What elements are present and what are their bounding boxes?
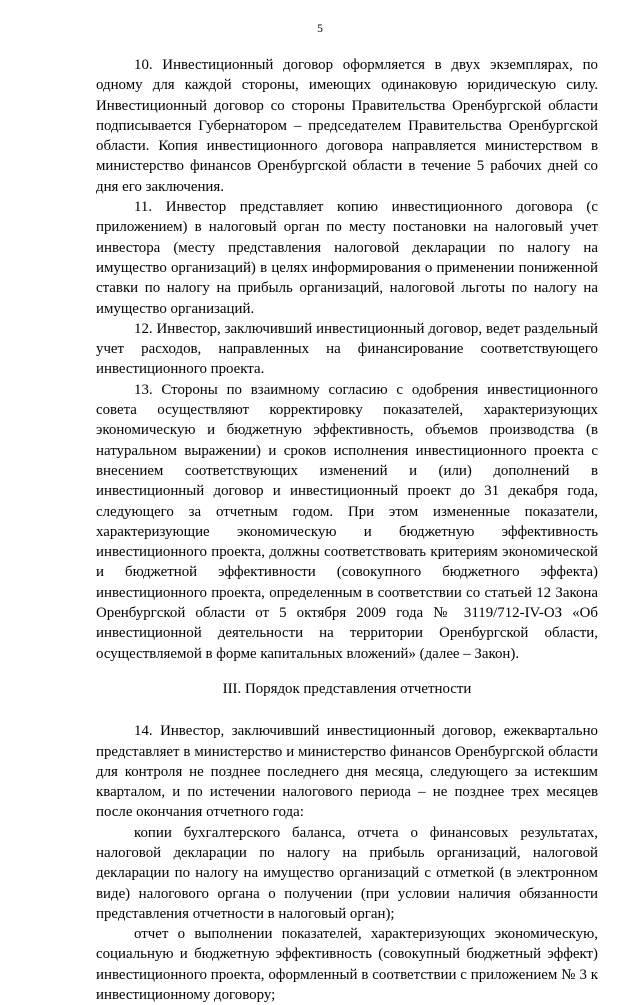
paragraph-11: 11. Инвестор представляет копию инвестиционного договора (с приложением) в налоговый орган по месту постановки на налоговый учет инвестора (месту представления налоговой декларации по налогу на имущество организаций) в целях информирования о применении пониженной ставки по налогу на прибыль организаций, налоговой льготы по налогу на имущество организаций. — [96, 199, 598, 317]
document-body — [96, 55, 598, 1005]
page-number: 5 — [317, 23, 323, 35]
paragraph-12: 12. Инвестор, заключивший инвестиционный договор, ведет раздельный учет расходов, направленных на финансирование соответствующего инвестиционного проекта. — [96, 320, 598, 378]
section-heading: III. Порядок представления отчетности — [222, 680, 472, 697]
list-item-accounting-copies: копии бухгалтерского баланса, отчета о финансовых результатах, налоговой декларации по налогу на прибыль организаций, налоговой декларации по налогу на имущество организаций с отметкой (в электронном виде) налогового органа о получении (при условии наличия обязанности представления отчетности в налоговый орган); — [96, 824, 598, 922]
list-item-performance-report: отчет о выполнении показателей, характеризующих экономическую, социальную и бюджетную эффективность (совокупный бюджетный эффект) инвестиционного проекта, оформленный в соответствии с приложением № 3 к инвестиционному договору; — [96, 926, 598, 1004]
paragraph-10: 10. Инвестиционный договор оформляется в двух экземплярах, по одному для каждой стороны, имеющих одинаковую юридическую силу. Инвестиционный договор со стороны Правительства Оренбургской области подписывается Губернатором – председателем Правительства Оренбургской области. Копия инвестиционного договора направляется министерством в министерство финансов Оренбургской области в течение 5 рабочих дней со дня его заключения. — [96, 57, 598, 195]
paragraph-13: 13. Стороны по взаимному согласию с одобрения инвестиционного совета осуществляют корректировку показателей, характеризующих экономическую и бюджетную эффективность, объемов производства (в натуральном выражении) и сроков исполнения инвестиционного проекта с внесением соответствующих изменений и (или) дополнений в инвестиционный договор и инвестиционный проект до 31 декабря года, следующего за отчетным годом. При этом измененные показатели, характеризующие экономическую и бюджетную эффективность инвестиционного проекта, должны соответствовать критериям экономической и бюджетной эффективности (совокупного бюджетного эффекта) инвестиционного проекта, определенным в соответствии со статьей 12 Закона Оренбургской области от 5 октября 2009 года № 3119/712-IV-ОЗ «Об инвестиционной деятельности на территории Оренбургской области, осуществляемой в форме капитальных вложений» (далее – Закон). — [96, 381, 598, 662]
paragraph-14: 14. Инвестор, заключивший инвестиционный договор, ежеквартально представляет в министерство и министерство финансов Оренбургской области для контроля не позднее последнего дня месяца, следующего за истекшим кварталом, и по истечении налогового периода – не позднее трех месяцев после окончания отчетного года: — [96, 723, 598, 821]
